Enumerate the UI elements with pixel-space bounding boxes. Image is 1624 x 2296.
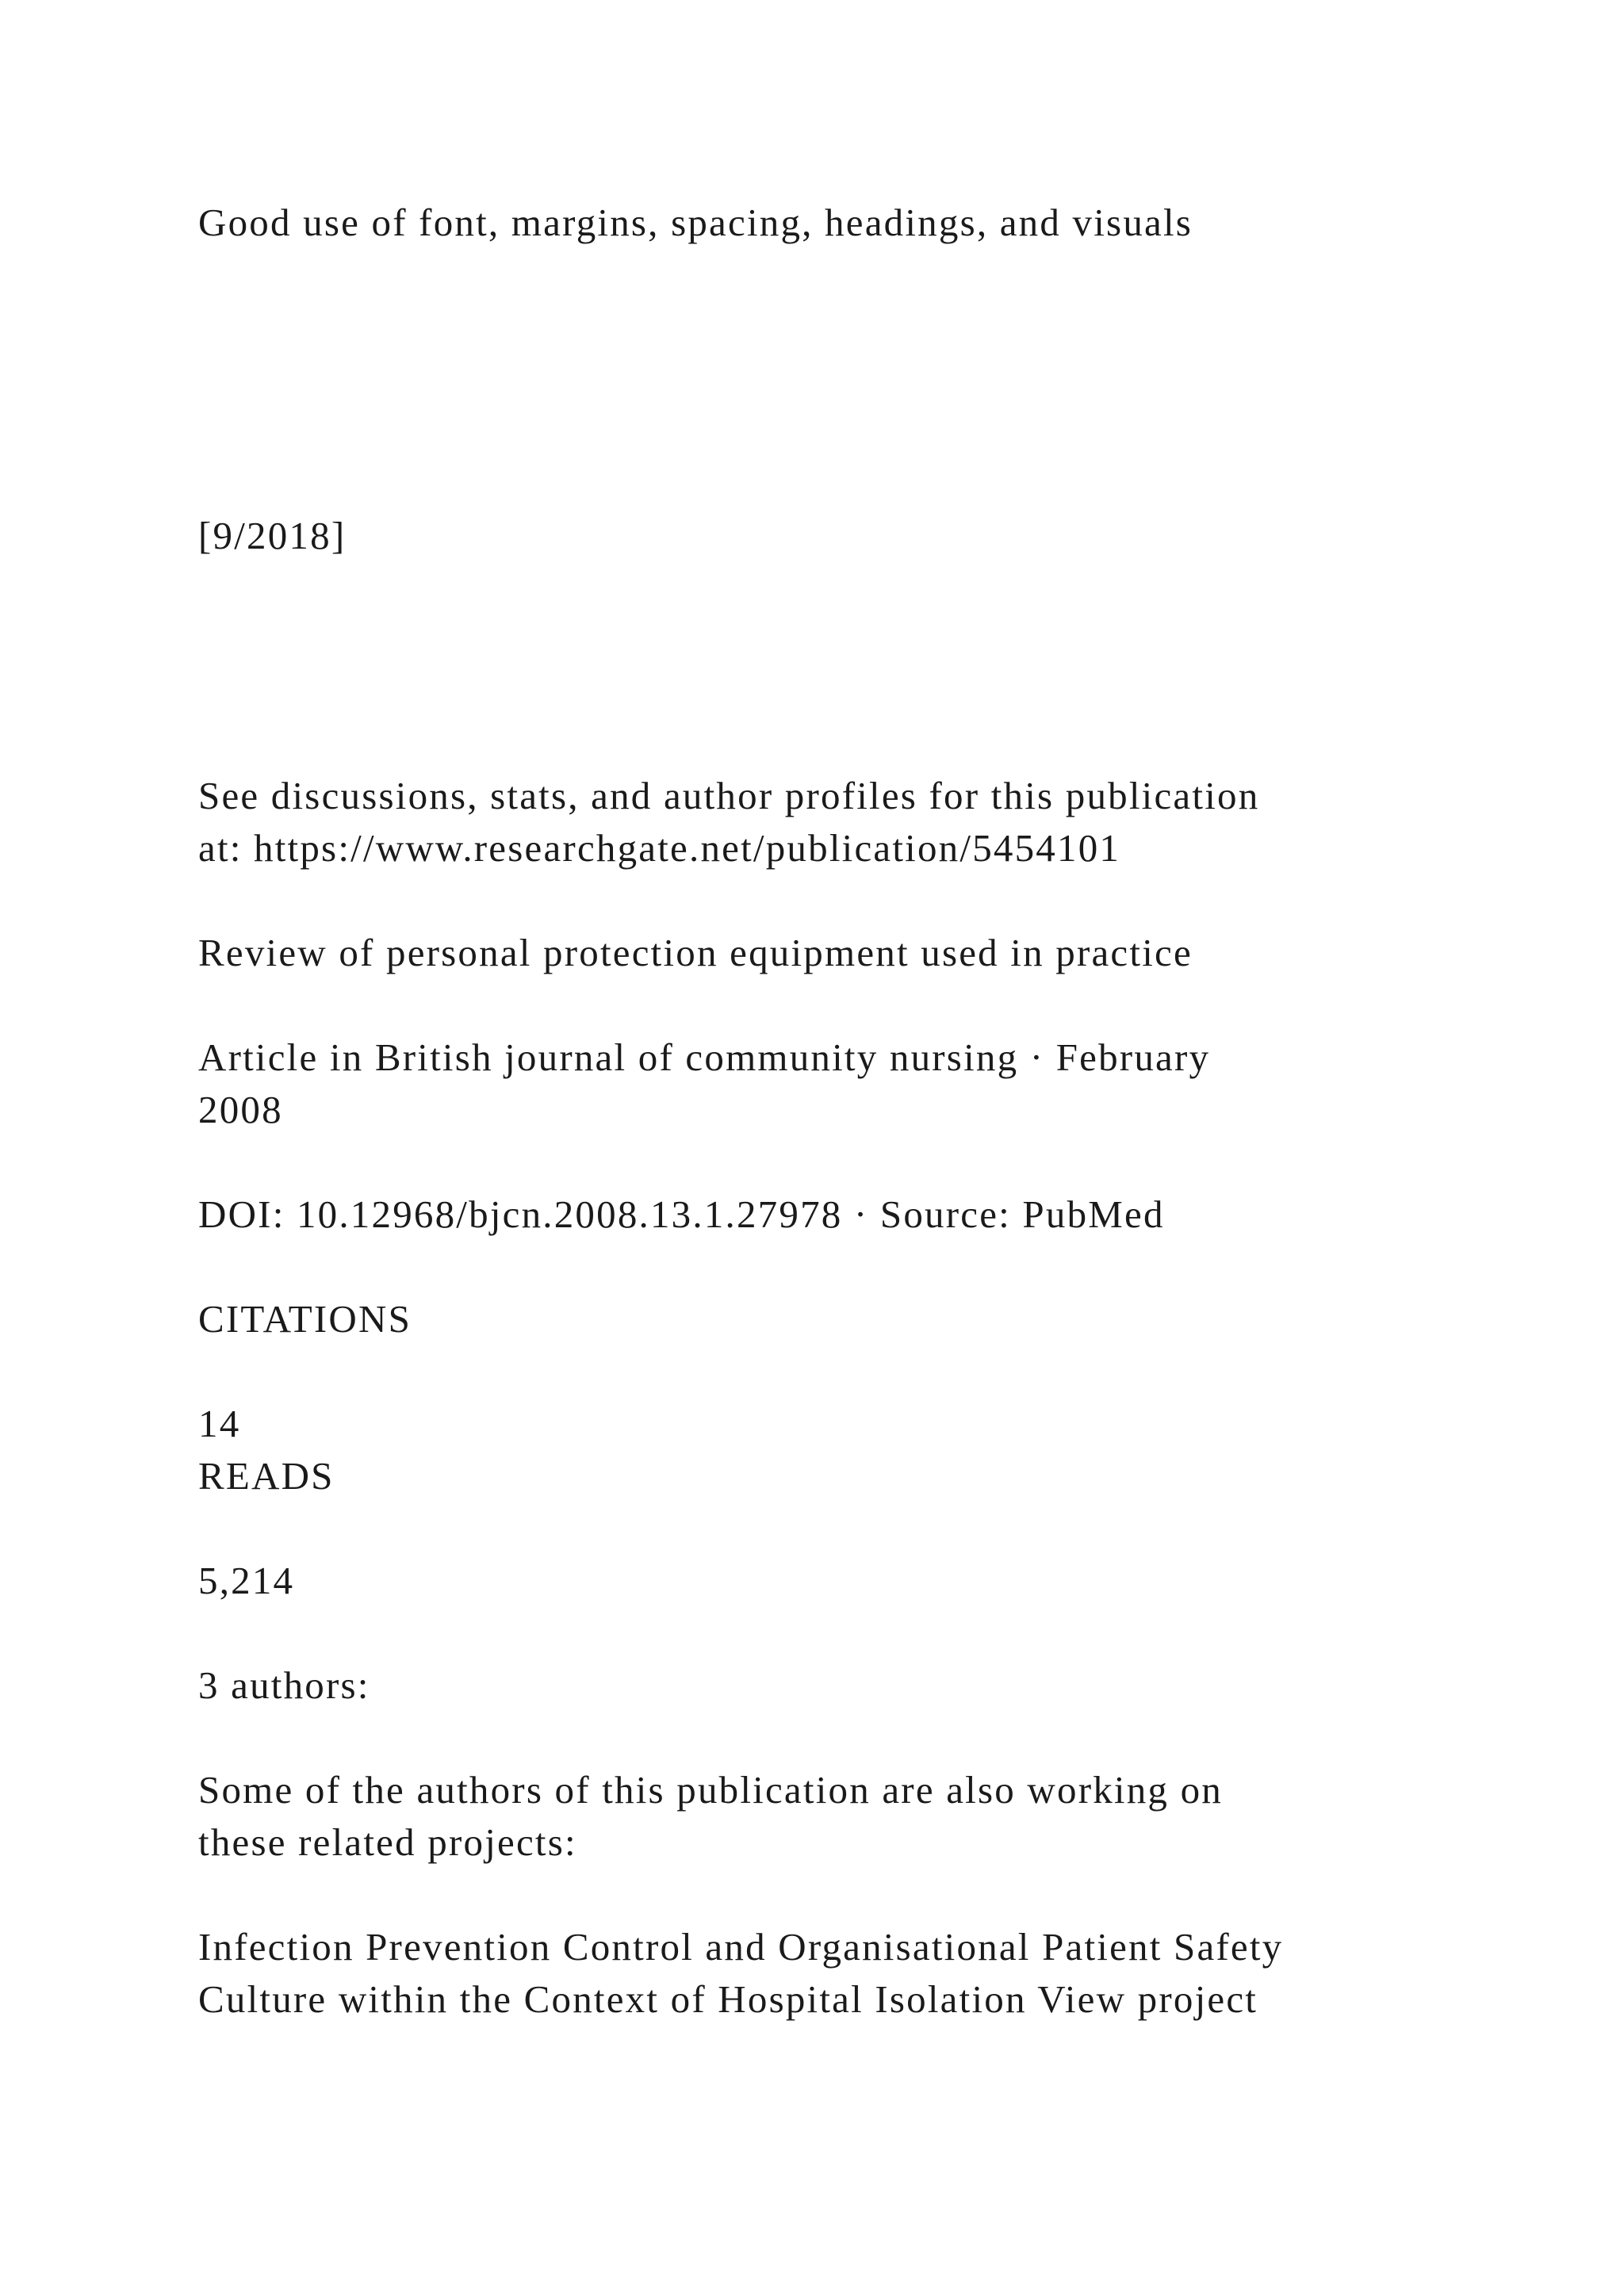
doi-source: DOI: 10.12968/bjcn.2008.13.1.27978 · Source: PubMed: [198, 1192, 1165, 1236]
reads-value: 5,214: [198, 1559, 295, 1602]
publication-title: Review of personal protection equipment used in practice: [198, 931, 1193, 974]
project-line-2[interactable]: Culture within the Context of Hospital Isolation View project: [198, 1977, 1258, 2021]
project-line-1: Infection Prevention Control and Organisational Patient Safety: [198, 1925, 1284, 1969]
related-projects-line-2: these related projects:: [198, 1820, 577, 1864]
citations-label: CITATIONS: [198, 1297, 412, 1341]
publication-url[interactable]: at: https://www.researchgate.net/publication/5454101: [198, 826, 1121, 870]
reads-label: READS: [198, 1454, 335, 1498]
discussions-line-1: See discussions, stats, and author profiles for this publication: [198, 774, 1260, 817]
authors-count: 3 authors:: [198, 1663, 370, 1707]
article-info-line-2: 2008: [198, 1088, 283, 1131]
evaluation-note: Good use of font, margins, spacing, headings, and visuals: [198, 201, 1193, 244]
document-date: [9/2018]: [198, 514, 347, 557]
citations-value: 14: [198, 1402, 241, 1445]
article-info-line-1: Article in British journal of community nursing · February: [198, 1035, 1211, 1079]
related-projects-line-1: Some of the authors of this publication are also working on: [198, 1768, 1223, 1812]
